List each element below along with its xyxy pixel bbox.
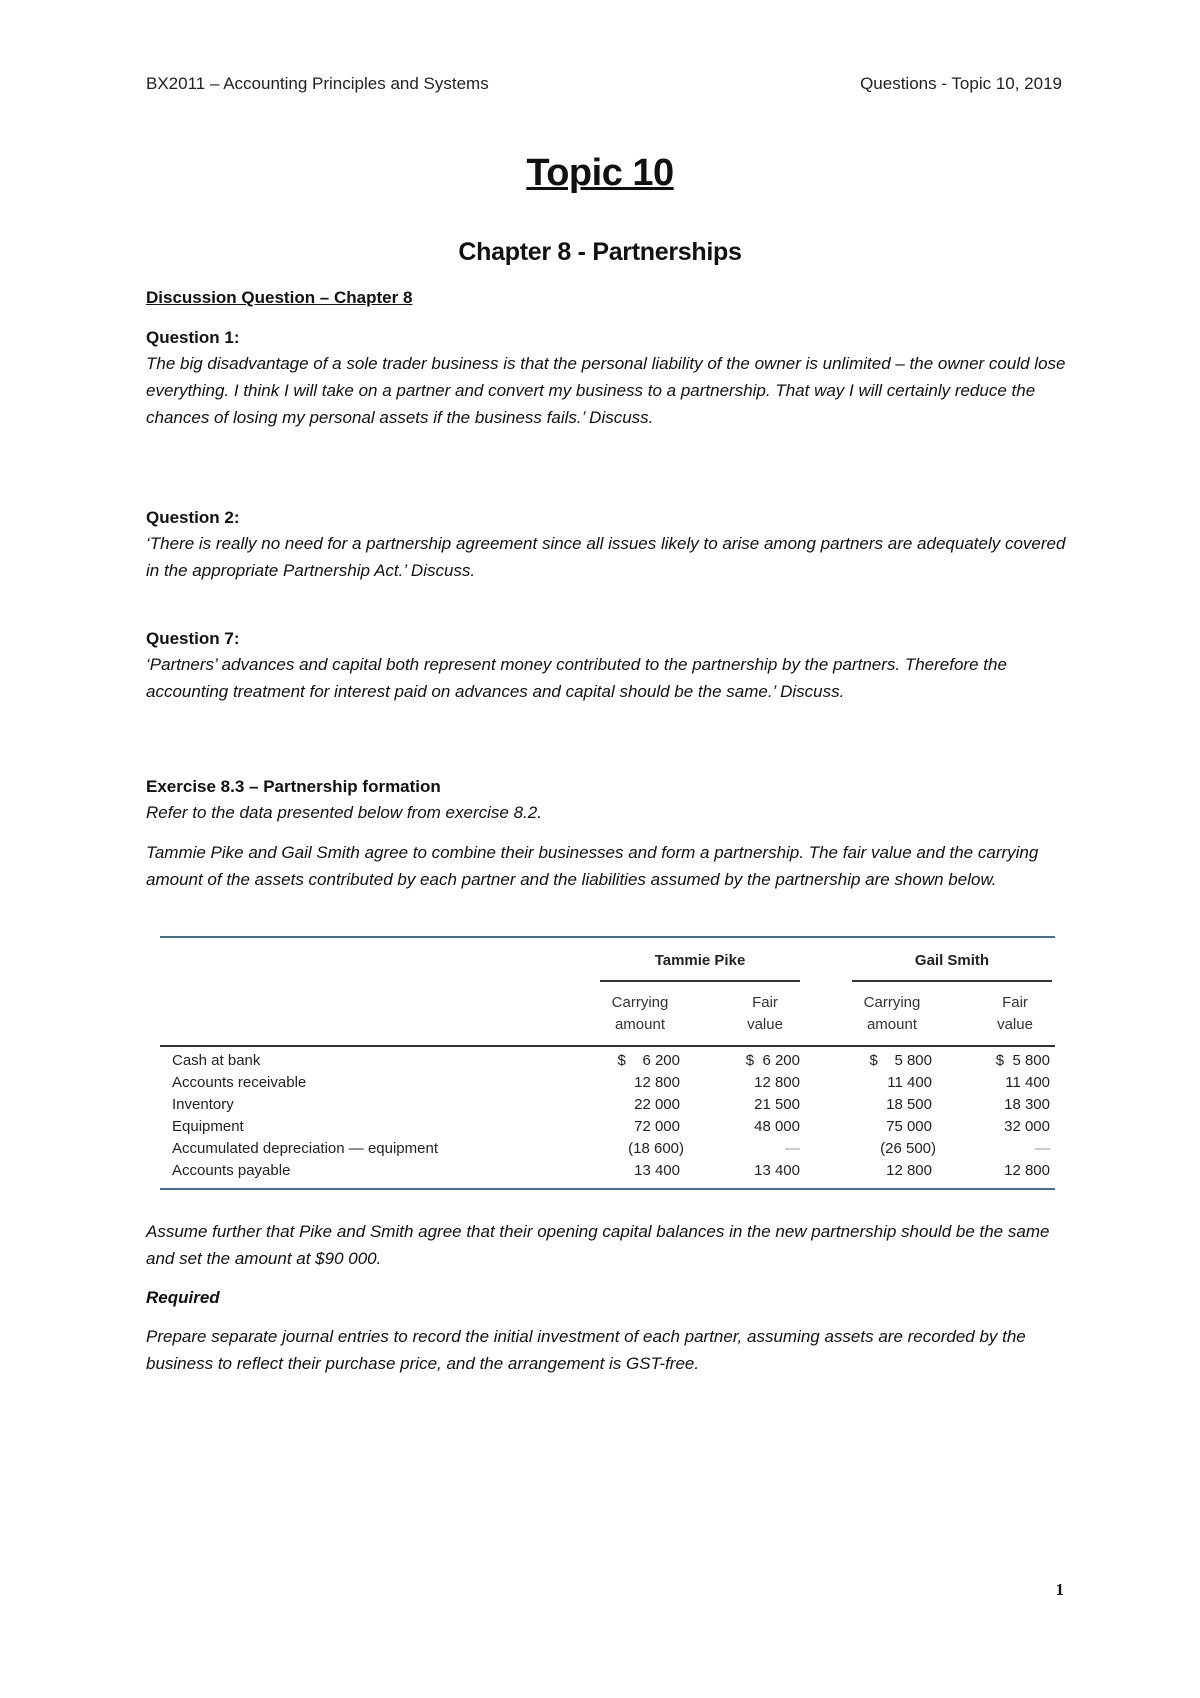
- cell: 11 400: [1005, 1074, 1050, 1091]
- cell: 72 000: [634, 1118, 680, 1135]
- cell: 32 000: [1004, 1118, 1050, 1135]
- exercise-assumption: Assume further that Pike and Smith agree that their opening capital balances in the new partnership should be the same and set the amount at $90 000.: [146, 1222, 1050, 1268]
- row-label-receivable: Accounts receivable: [172, 1074, 307, 1091]
- cell: —: [1035, 1140, 1050, 1157]
- table-bottom-rule: [160, 1188, 1055, 1190]
- page-number: 1: [1055, 1580, 1064, 1599]
- chapter-title: Chapter 8 - Partnerships: [458, 238, 742, 266]
- question-7-text: ‘Partners’ advances and capital both represent money contributed to the partnership by the partners. Therefore the accounting treatment for interest paid on advances and capital should be the same.’ Discuss.: [146, 655, 1007, 701]
- cell: $ 6 200: [745, 1052, 800, 1069]
- cell: 12 800: [634, 1074, 680, 1091]
- row-label-payable: Accounts payable: [172, 1162, 291, 1179]
- cell: 18 300: [1004, 1096, 1050, 1113]
- cell: 12 800: [754, 1074, 800, 1091]
- cell: 18 500: [886, 1096, 932, 1113]
- question-1-heading: Question 1:: [146, 328, 240, 347]
- required-text: Prepare separate journal entries to record the initial investment of each partner, assuming assets are recorded by the business to reflect their purchase price, and the arrangement is GST-free.: [146, 1327, 1026, 1373]
- group-rule-pike: [600, 980, 800, 982]
- exercise-heading: Exercise 8.3 – Partnership formation: [146, 777, 441, 796]
- running-header-course: BX2011 – Accounting Principles and Systems: [146, 74, 489, 93]
- cell: 21 500: [754, 1096, 800, 1113]
- group-gail-smith: Gail Smith: [914, 952, 990, 969]
- cell: (26 500): [880, 1140, 936, 1157]
- col-smith-fair: Fair value: [997, 994, 1033, 1033]
- row-label-cash: Cash at bank: [172, 1052, 261, 1069]
- cell: (18 600): [628, 1140, 684, 1157]
- table-top-rule: [160, 936, 1055, 938]
- cell: —: [785, 1140, 800, 1157]
- question-7-heading: Question 7:: [146, 629, 240, 648]
- cell: $ 5 800: [995, 1052, 1050, 1069]
- cell: 13 400: [634, 1162, 680, 1179]
- cell: 11 400: [887, 1074, 932, 1091]
- question-1-text: The big disadvantage of a sole trader business is that the personal liability of the owner is unlimited – the owner could lose everything. I think I will take on a partner and convert my business to a partnership. That way I will certainly reduce the chances of losing my personal assets if the business fails.’ Discuss.: [146, 354, 1066, 427]
- cell: $ 6 200: [617, 1052, 680, 1069]
- running-header-doc: Questions - Topic 10, 2019: [860, 74, 1062, 93]
- cell: 22 000: [634, 1096, 680, 1113]
- exercise-intro: Tammie Pike and Gail Smith agree to combine their businesses and form a partnership. The fair value and the carrying amount of the assets contributed by each partner and the liabilities assumed by the partnership are shown below.: [146, 843, 1039, 889]
- question-2-text: ‘There is really no need for a partnership agreement since all issues likely to arise among partners are adequately covered in the appropriate Partnership Act.’ Discuss.: [146, 534, 1066, 580]
- cell: $ 5 800: [869, 1052, 932, 1069]
- cell: 12 800: [1004, 1162, 1050, 1179]
- table-header-rule: [160, 1045, 1055, 1047]
- page-title: Topic 10: [526, 152, 674, 194]
- cell: 12 800: [886, 1162, 932, 1179]
- discussion-heading: Discussion Question – Chapter 8: [146, 288, 413, 307]
- group-rule-smith: [852, 980, 1052, 982]
- row-label-accum-depreciation: Accumulated depreciation — equipment: [172, 1140, 438, 1157]
- row-label-inventory: Inventory: [172, 1096, 234, 1113]
- required-label: Required: [146, 1288, 220, 1307]
- col-pike-carrying: Carrying amount: [611, 994, 669, 1033]
- group-tammie-pike: Tammie Pike: [654, 952, 746, 969]
- exercise-refer: Refer to the data presented below from exercise 8.2.: [146, 803, 542, 822]
- cell: 13 400: [754, 1162, 800, 1179]
- row-label-equipment: Equipment: [172, 1118, 244, 1135]
- col-pike-fair: Fair value: [747, 994, 783, 1033]
- col-smith-carrying: Carrying amount: [863, 994, 921, 1033]
- cell: 48 000: [754, 1118, 800, 1135]
- cell: 75 000: [886, 1118, 932, 1135]
- question-2-heading: Question 2:: [146, 508, 240, 527]
